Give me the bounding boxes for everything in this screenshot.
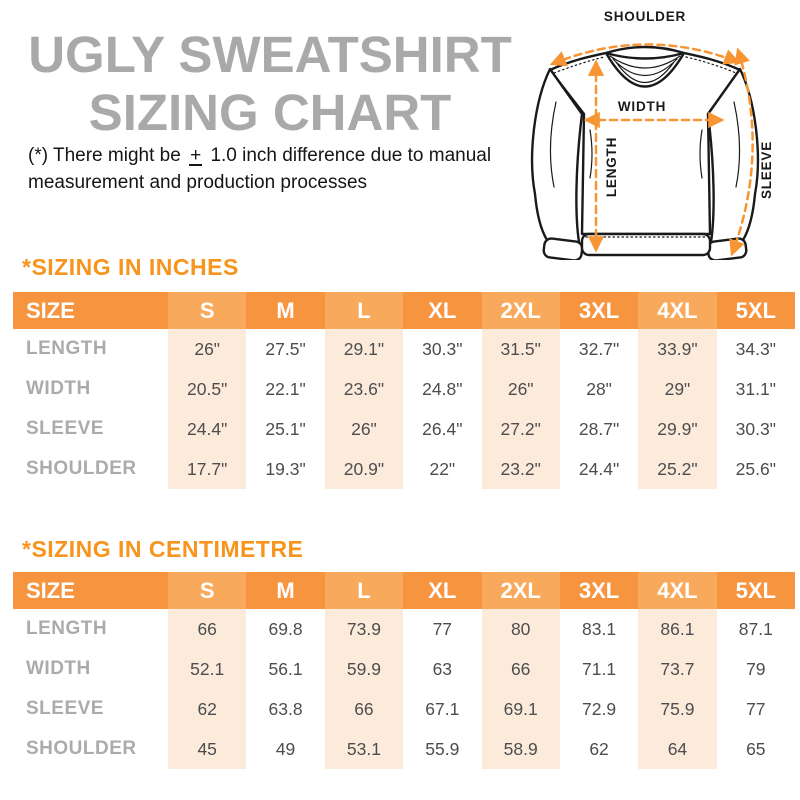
measurement-cell: 49: [275, 738, 296, 759]
measurement-cell: 56.1: [268, 658, 303, 679]
column-header-size: SIZE: [26, 297, 75, 323]
measurement-cell: 53.1: [325, 729, 403, 769]
measurement-cell: 83.1: [582, 618, 617, 639]
measurement-cell: 34.3": [735, 338, 776, 359]
measurement-cell: 20.9": [325, 449, 403, 489]
table-body: [13, 329, 795, 489]
sweatshirt-measurement-diagram: [520, 2, 800, 260]
table-header-row: [13, 292, 795, 329]
table-row-sleeve: [13, 409, 795, 449]
measurement-cell: 30.3": [422, 338, 463, 359]
row-label: SLEEVE: [26, 418, 104, 439]
measurement-cell: 66: [168, 609, 246, 649]
sweatshirt-right-cuff: [707, 238, 747, 260]
measurement-cell: 79: [746, 658, 766, 679]
row-label: WIDTH: [26, 658, 91, 679]
column-header-xl: XL: [428, 577, 457, 603]
measurement-cell: 62: [168, 689, 246, 729]
column-header-2xl: 2XL: [482, 572, 560, 609]
table-row-width: [13, 649, 795, 689]
measurement-cell: 25.1": [265, 418, 306, 439]
measurement-cell: 26.4": [422, 418, 463, 439]
measurement-cell: 73.9: [325, 609, 403, 649]
page-title-line2: SIZING CHART: [88, 83, 452, 141]
row-label: SHOULDER: [26, 458, 137, 479]
measurement-cell: 33.9": [638, 329, 716, 369]
measurement-cell: 23.6": [325, 369, 403, 409]
tolerance-note: [28, 143, 508, 196]
column-header-5xl: 5XL: [735, 577, 776, 603]
table-row-length: [13, 609, 795, 649]
measurement-cell: 72.9: [582, 698, 617, 719]
measurement-cell: 63.8: [268, 698, 303, 719]
measurement-cell: 24.4": [578, 458, 620, 479]
column-header-3xl: 3XL: [578, 577, 620, 603]
measurement-cell: 19.3": [265, 458, 306, 479]
table-body: [13, 609, 795, 769]
row-label: LENGTH: [26, 338, 108, 359]
row-label: LENGTH: [26, 618, 108, 639]
column-header-l: L: [325, 572, 403, 609]
measurement-cell: 24.4": [168, 409, 246, 449]
measurement-cell: 27.2": [482, 409, 560, 449]
page-title: [0, 26, 540, 141]
measurement-cell: 67.1: [425, 698, 460, 719]
measurement-cell: 75.9: [638, 689, 716, 729]
column-header-xl: XL: [428, 297, 457, 323]
table-row-shoulder: [13, 729, 795, 769]
measurement-cell: 71.1: [582, 658, 617, 679]
measurement-cell: 73.7: [638, 649, 716, 689]
column-header-3xl: 3XL: [578, 297, 620, 323]
measurement-cell: 59.9: [325, 649, 403, 689]
measurement-cell: 26": [482, 369, 560, 409]
length-measure-label: LENGTH: [604, 136, 619, 198]
table-header-row: [13, 572, 795, 609]
measurement-cell: 28": [586, 378, 612, 399]
measurement-cell: 25.6": [735, 458, 776, 479]
column-header-size: SIZE: [26, 577, 75, 603]
measurement-cell: 26": [325, 409, 403, 449]
table-row-sleeve: [13, 689, 795, 729]
measurement-cell: 62: [589, 738, 609, 759]
measurement-cell: 23.2": [482, 449, 560, 489]
measurement-cell: 31.5": [482, 329, 560, 369]
row-label: SLEEVE: [26, 698, 104, 719]
note-prefix: (*) There might be: [28, 145, 187, 166]
table-row-shoulder: [13, 449, 795, 489]
measurement-cell: 24.8": [422, 378, 463, 399]
centimetre-sizing-table: [13, 572, 795, 769]
measurement-cell: 17.7": [168, 449, 246, 489]
measurement-cell: 55.9: [425, 738, 460, 759]
measurement-cell: 77: [746, 698, 766, 719]
sleeve-measure-label: SLEEVE: [759, 140, 774, 200]
table-row-length: [13, 329, 795, 369]
measurement-cell: 31.1": [735, 378, 776, 399]
column-header-2xl: 2XL: [482, 292, 560, 329]
measurement-cell: 27.5": [265, 338, 306, 359]
row-label: WIDTH: [26, 378, 91, 399]
measurement-cell: 29.9": [638, 409, 716, 449]
measurement-cell: 22.1": [265, 378, 306, 399]
measurement-cell: 66: [482, 649, 560, 689]
column-header-4xl: 4XL: [638, 292, 716, 329]
inches-table-heading: *SIZING IN INCHES: [22, 254, 239, 280]
measurement-cell: 80: [482, 609, 560, 649]
column-header-l: L: [325, 292, 403, 329]
measurement-cell: 86.1: [638, 609, 716, 649]
measurement-cell: 29": [638, 369, 716, 409]
column-header-m: M: [276, 297, 295, 323]
measurement-cell: 87.1: [738, 618, 773, 639]
centimetre-table-heading: *SIZING IN CENTIMETRE: [22, 536, 304, 562]
measurement-cell: 45: [168, 729, 246, 769]
measurement-cell: 77: [432, 618, 453, 639]
sweatshirt-left-cuff: [543, 238, 583, 260]
measurement-cell: 64: [638, 729, 716, 769]
column-header-s: S: [168, 572, 246, 609]
note-suffix: 1.0 inch difference due to manual measurement and production processes: [28, 145, 492, 193]
page-title-line1: UGLY SWEATSHIRT: [28, 26, 512, 83]
width-measure-label: WIDTH: [617, 99, 667, 114]
measurement-cell: 25.2": [638, 449, 716, 489]
plus-minus-symbol: +: [190, 145, 202, 166]
measurement-cell: 52.1: [168, 649, 246, 689]
shoulder-measure-label: SHOULDER: [603, 9, 687, 24]
measurement-cell: 65: [746, 738, 766, 759]
measurement-cell: 58.9: [482, 729, 560, 769]
measurement-cell: 69.1: [482, 689, 560, 729]
column-header-5xl: 5XL: [735, 297, 776, 323]
measurement-cell: 32.7": [578, 338, 620, 359]
inches-sizing-table: [13, 292, 795, 489]
column-header-s: S: [168, 292, 246, 329]
column-header-4xl: 4XL: [638, 572, 716, 609]
measurement-cell: 30.3": [735, 418, 776, 439]
measurement-cell: 28.7": [578, 418, 620, 439]
measurement-cell: 69.8: [268, 618, 303, 639]
measurement-cell: 26": [168, 329, 246, 369]
measurement-cell: 29.1": [325, 329, 403, 369]
measurement-cell: 66: [325, 689, 403, 729]
measurement-cell: 22": [429, 458, 456, 479]
column-header-m: M: [276, 577, 295, 603]
row-label: SHOULDER: [26, 738, 137, 759]
table-row-width: [13, 369, 795, 409]
measurement-cell: 20.5": [168, 369, 246, 409]
measurement-cell: 63: [432, 658, 453, 679]
